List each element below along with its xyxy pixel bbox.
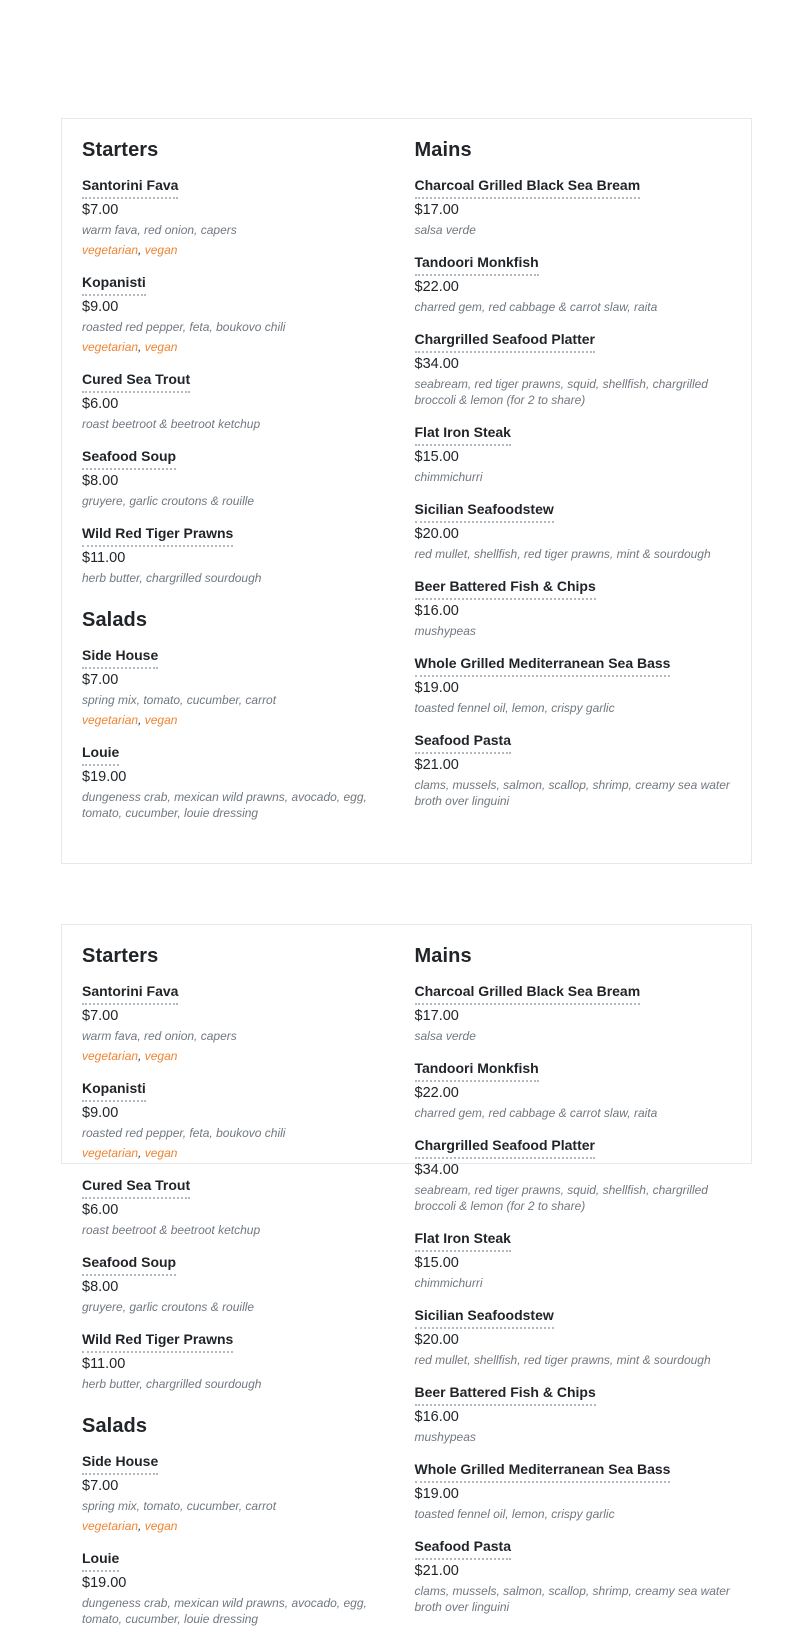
item-description: salsa verde (414, 223, 476, 237)
item-name: Seafood Pasta (415, 732, 511, 754)
item-name: Kopanisti (82, 1080, 146, 1102)
menu-section (415, 138, 732, 809)
menu-item (82, 177, 399, 258)
item-description: herb butter, chargrilled sourdough (82, 1377, 262, 1391)
item-description: seabream, red tiger prawns, squid, shellfish, chargrilled broccoli & lemon (for 2 to share) (414, 377, 708, 407)
item-name: Kopanisti (82, 274, 146, 296)
menu-column-right (415, 138, 732, 837)
item-tag: vegan (144, 1146, 178, 1160)
menu-grid (82, 944, 731, 1643)
item-description: salsa verde (414, 1029, 476, 1043)
item-name: Sicilian Seafoodstew (415, 501, 554, 523)
item-tags (82, 339, 399, 355)
item-description: mushypeas (414, 624, 476, 638)
item-price: $11.00 (82, 1356, 126, 1372)
menu-item (415, 655, 732, 716)
menu-item (82, 525, 399, 586)
menu-item (415, 254, 732, 315)
menu-column-left (82, 944, 399, 1643)
menu-item (82, 1550, 399, 1627)
menu-item (415, 1461, 732, 1522)
item-description: roasted red pepper, feta, boukovo chili (82, 1126, 286, 1140)
item-price: $17.00 (414, 202, 459, 218)
item-description: roast beetroot & beetroot ketchup (82, 1223, 261, 1237)
item-price: $16.00 (414, 1409, 459, 1425)
item-description: mushypeas (414, 1430, 476, 1444)
item-name: Santorini Fava (82, 177, 178, 199)
item-name: Chargrilled Seafood Platter (415, 1137, 595, 1159)
item-description: red mullet, shellfish, red tiger prawns, mint & sourdough (414, 547, 711, 561)
section-title: Starters (82, 139, 159, 161)
item-name: Louie (82, 1550, 119, 1572)
item-price: $22.00 (414, 279, 459, 295)
menu-item (82, 1453, 399, 1534)
item-tag: vegan (144, 243, 178, 257)
item-name: Cured Sea Trout (82, 1177, 190, 1199)
item-description: charred gem, red cabbage & carrot slaw, raita (414, 300, 658, 314)
menu-item (82, 274, 399, 355)
menu-item (82, 1080, 399, 1161)
item-tag: vegan (144, 713, 178, 727)
item-name: Tandoori Monkfish (415, 254, 539, 276)
item-name: Beer Battered Fish & Chips (415, 578, 596, 600)
item-price: $6.00 (82, 1202, 119, 1218)
item-price: $19.00 (82, 769, 127, 785)
menu-item (82, 448, 399, 509)
item-price: $17.00 (414, 1008, 459, 1024)
item-name: Charcoal Grilled Black Sea Bream (415, 983, 641, 1005)
item-tags (82, 712, 399, 728)
item-description: toasted fennel oil, lemon, crispy garlic (414, 1507, 615, 1521)
tag-separator: , (138, 1519, 145, 1533)
menu-item (415, 1060, 732, 1121)
menu-section (82, 1414, 399, 1627)
item-description: gruyere, garlic croutons & rouille (82, 1300, 255, 1314)
item-tag: vegan (144, 340, 178, 354)
item-price: $19.00 (414, 680, 459, 696)
item-description: chimmichurri (414, 1276, 483, 1290)
item-description: seabream, red tiger prawns, squid, shellfish, chargrilled broccoli & lemon (for 2 to share) (414, 1183, 708, 1213)
item-description: dungeness crab, mexican wild prawns, avocado, egg, tomato, cucumber, louie dressing (82, 1596, 367, 1626)
item-name: Tandoori Monkfish (415, 1060, 539, 1082)
menu-item (82, 1177, 399, 1238)
menu-section (82, 138, 399, 586)
menu-item (415, 1384, 732, 1445)
item-tags (82, 1518, 399, 1534)
menu-item (415, 177, 732, 238)
menu-card-2 (61, 924, 752, 1626)
section-title: Starters (82, 945, 159, 967)
item-description: dungeness crab, mexican wild prawns, avocado, egg, tomato, cucumber, louie dressing (82, 790, 367, 820)
tag-separator: , (138, 340, 145, 354)
item-description: warm fava, red onion, capers (82, 223, 237, 237)
menu-grid (82, 138, 731, 837)
item-price: $22.00 (414, 1085, 459, 1101)
item-description: warm fava, red onion, capers (82, 1029, 237, 1043)
menu-section (82, 608, 399, 821)
menu-section (415, 944, 732, 1615)
item-tag: vegetarian (82, 1146, 139, 1160)
item-tags (82, 1048, 399, 1064)
menu-item (82, 1254, 399, 1315)
item-name: Chargrilled Seafood Platter (415, 331, 595, 353)
item-name: Beer Battered Fish & Chips (415, 1384, 596, 1406)
item-price: $11.00 (82, 550, 126, 566)
item-name: Sicilian Seafoodstew (415, 1307, 554, 1329)
tag-separator: , (138, 1146, 145, 1160)
menu-item (415, 1230, 732, 1291)
item-name: Seafood Soup (82, 1254, 176, 1276)
item-price: $15.00 (414, 1255, 459, 1271)
section-title: Mains (414, 945, 472, 967)
item-name: Whole Grilled Mediterranean Sea Bass (415, 1461, 671, 1483)
item-tag: vegetarian (82, 713, 139, 727)
item-name: Charcoal Grilled Black Sea Bream (415, 177, 641, 199)
section-title: Salads (82, 609, 148, 631)
item-price: $6.00 (82, 396, 119, 412)
item-tags (82, 1145, 399, 1161)
menu-section (82, 944, 399, 1392)
item-price: $19.00 (82, 1575, 127, 1591)
item-price: $15.00 (414, 449, 459, 465)
item-name: Flat Iron Steak (415, 424, 511, 446)
menu-column-right (415, 944, 732, 1643)
item-price: $7.00 (82, 1478, 119, 1494)
menu-item (415, 424, 732, 485)
item-description: clams, mussels, salmon, scallop, shrimp, creamy sea water broth over linguini (414, 778, 730, 808)
item-name: Flat Iron Steak (415, 1230, 511, 1252)
menu-item (415, 732, 732, 809)
item-price: $20.00 (414, 526, 459, 542)
menu-item (82, 1331, 399, 1392)
item-description: gruyere, garlic croutons & rouille (82, 494, 255, 508)
menu-item (82, 647, 399, 728)
item-tag: vegan (144, 1519, 178, 1533)
item-name: Whole Grilled Mediterranean Sea Bass (415, 655, 671, 677)
item-tags (82, 242, 399, 258)
item-description: herb butter, chargrilled sourdough (82, 571, 262, 585)
item-price: $9.00 (82, 1105, 119, 1121)
menu-column-left (82, 138, 399, 837)
item-description: red mullet, shellfish, red tiger prawns, mint & sourdough (414, 1353, 711, 1367)
item-name: Seafood Soup (82, 448, 176, 470)
item-price: $21.00 (414, 757, 459, 773)
menu-item (415, 501, 732, 562)
item-tag: vegetarian (82, 1519, 139, 1533)
menu-item (82, 744, 399, 821)
item-price: $16.00 (414, 603, 459, 619)
item-name: Cured Sea Trout (82, 371, 190, 393)
item-tag: vegetarian (82, 243, 139, 257)
item-description: roast beetroot & beetroot ketchup (82, 417, 261, 431)
item-name: Louie (82, 744, 119, 766)
menu-item (415, 983, 732, 1044)
item-description: spring mix, tomato, cucumber, carrot (82, 1499, 277, 1513)
item-description: clams, mussels, salmon, scallop, shrimp, creamy sea water broth over linguini (414, 1584, 730, 1614)
item-description: roasted red pepper, feta, boukovo chili (82, 320, 286, 334)
item-description: chimmichurri (414, 470, 483, 484)
item-description: charred gem, red cabbage & carrot slaw, raita (414, 1106, 658, 1120)
item-price: $21.00 (414, 1563, 459, 1579)
page (0, 118, 812, 1626)
menu-item (82, 983, 399, 1064)
section-title: Salads (82, 1415, 148, 1437)
item-name: Wild Red Tiger Prawns (82, 525, 233, 547)
item-price: $7.00 (82, 1008, 119, 1024)
menu-card-1 (61, 118, 752, 864)
menu-item (415, 1307, 732, 1368)
item-tag: vegan (144, 1049, 178, 1063)
menu-item (415, 1137, 732, 1214)
item-price: $9.00 (82, 299, 119, 315)
menu-item (415, 1538, 732, 1615)
item-price: $20.00 (414, 1332, 459, 1348)
item-price: $7.00 (82, 672, 119, 688)
item-tag: vegetarian (82, 340, 139, 354)
item-price: $19.00 (414, 1486, 459, 1502)
item-tag: vegetarian (82, 1049, 139, 1063)
item-name: Seafood Pasta (415, 1538, 511, 1560)
item-name: Santorini Fava (82, 983, 178, 1005)
item-name: Wild Red Tiger Prawns (82, 1331, 233, 1353)
item-price: $34.00 (414, 1162, 459, 1178)
tag-separator: , (138, 243, 145, 257)
item-price: $34.00 (414, 356, 459, 372)
menu-item (415, 331, 732, 408)
item-name: Side House (82, 647, 158, 669)
item-description: spring mix, tomato, cucumber, carrot (82, 693, 277, 707)
section-title: Mains (414, 139, 472, 161)
item-price: $8.00 (82, 473, 119, 489)
item-name: Side House (82, 1453, 158, 1475)
item-price: $8.00 (82, 1279, 119, 1295)
item-price: $7.00 (82, 202, 119, 218)
tag-separator: , (138, 1049, 145, 1063)
item-description: toasted fennel oil, lemon, crispy garlic (414, 701, 615, 715)
menu-item (82, 371, 399, 432)
tag-separator: , (138, 713, 145, 727)
menu-item (415, 578, 732, 639)
